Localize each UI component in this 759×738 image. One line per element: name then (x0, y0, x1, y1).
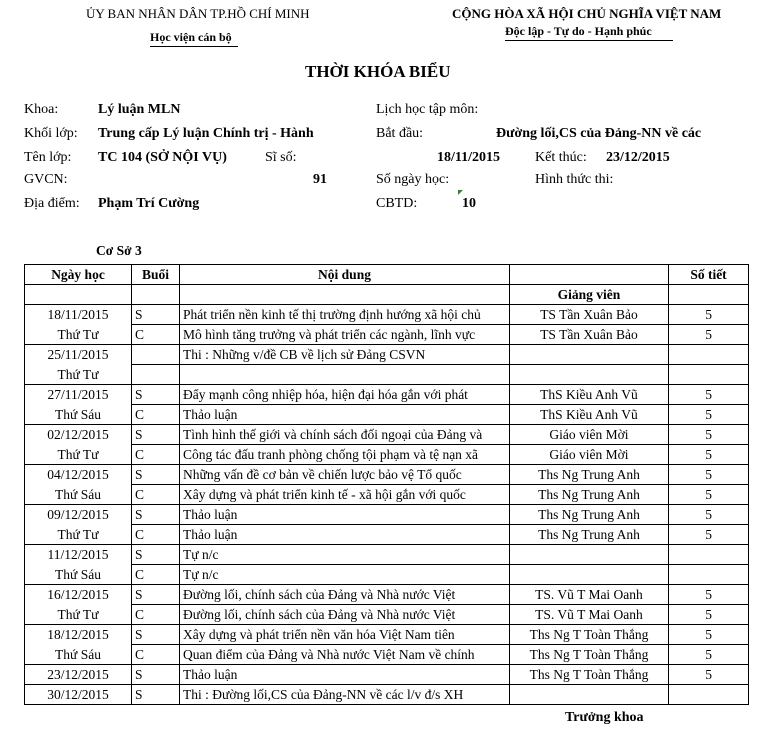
lecturer-cell (510, 685, 669, 705)
periods-cell (669, 365, 749, 385)
si-so-label: Sĩ số: (265, 150, 297, 165)
date-cell: 27/11/2015 (25, 385, 132, 405)
session-cell: C (132, 605, 180, 625)
page-title: THỜI KHÓA BIỂU (305, 62, 451, 81)
table-row (25, 665, 749, 685)
table-row (25, 685, 749, 705)
table-row (25, 405, 749, 425)
date-cell: Thứ Sáu (25, 405, 132, 425)
session-cell: S (132, 385, 180, 405)
content-cell: Thảo luận (180, 525, 510, 545)
table-row (25, 305, 749, 325)
content-cell: Phát triển nền kinh tế thị trường định hướng xã hội chủ (180, 305, 510, 325)
so-ngay-label: Số ngày học: (376, 172, 450, 187)
dia-diem-value: Phạm Trí Cường (98, 196, 200, 211)
cbtd-label: CBTD: (376, 196, 418, 211)
lecturer-cell: ThS Kiều Anh Vũ (510, 385, 669, 405)
lecturer-cell: Giáo viên Mời (510, 445, 669, 465)
date-cell: Thứ Sáu (25, 565, 132, 585)
table-row (25, 365, 749, 385)
table-row (25, 565, 749, 585)
gvcn-label: GVCN: (24, 172, 68, 187)
bat-dau-value: 18/11/2015 (437, 150, 501, 165)
periods-cell: 5 (669, 485, 749, 505)
date-cell: 02/12/2015 (25, 425, 132, 445)
periods-cell: 5 (669, 425, 749, 445)
content-cell: Đường lối, chính sách của Đảng và Nhà nước Việt (180, 585, 510, 605)
date-cell: 09/12/2015 (25, 505, 132, 525)
content-cell: Thi : Những v/đề CB về lịch sử Đảng CSVN (180, 345, 510, 365)
table-row (25, 505, 749, 525)
country-title: CỘNG HÒA XÃ HỘI CHỦ NGHĨA VIỆT NAM (452, 6, 722, 21)
content-cell: Tự n/c (180, 545, 510, 565)
lich-hoc-label: Lịch học tập môn: (376, 102, 479, 117)
lecturer-cell: ThS Kiều Anh Vũ (510, 405, 669, 425)
content-cell (180, 365, 510, 385)
periods-cell: 5 (669, 325, 749, 345)
session-cell (132, 365, 180, 385)
periods-cell (669, 345, 749, 365)
session-cell: C (132, 525, 180, 545)
content-cell: Những vấn đề cơ bản về chiến lược bảo vệ Tổ quốc (180, 465, 510, 485)
session-cell: S (132, 545, 180, 565)
lecturer-cell: Ths Ng Trung Anh (510, 465, 669, 485)
ket-thuc-label: Kết thúc: (535, 150, 587, 165)
table-row (25, 325, 749, 345)
lecturer-cell (510, 365, 669, 385)
lecturer-cell (510, 545, 669, 565)
table-subheader-row (25, 285, 749, 305)
date-cell: 25/11/2015 (25, 345, 132, 365)
khoi-label: Khối lớp: (24, 126, 78, 141)
date-cell: Thứ Sáu (25, 485, 132, 505)
periods-cell (669, 685, 749, 705)
table-header-row (25, 265, 749, 285)
content-cell: Quan điểm của Đảng và Nhà nước Việt Nam về chính (180, 645, 510, 665)
motto-underline (505, 40, 673, 41)
table-row (25, 385, 749, 405)
session-cell: C (132, 565, 180, 585)
periods-cell: 5 (669, 585, 749, 605)
header-noi-dung: Nội dung (180, 265, 510, 285)
date-cell: 18/11/2015 (25, 305, 132, 325)
content-cell: Thi : Đường lối,CS của Đảng-NN về các l/v đ/s XH (180, 685, 510, 705)
periods-cell (669, 545, 749, 565)
lecturer-cell: Ths Ng Trung Anh (510, 525, 669, 545)
khoa-value: Lý luận MLN (98, 102, 181, 117)
session-cell: C (132, 645, 180, 665)
date-cell: Thứ Tư (25, 525, 132, 545)
session-cell (132, 345, 180, 365)
date-cell: 04/12/2015 (25, 465, 132, 485)
session-cell: S (132, 585, 180, 605)
periods-cell: 5 (669, 605, 749, 625)
cell-comment-marker (458, 190, 463, 195)
table-row (25, 545, 749, 565)
periods-cell: 5 (669, 405, 749, 425)
content-cell: Xây dựng và phát triển kinh tế - xã hội gắn với quốc (180, 485, 510, 505)
header-blank (510, 265, 669, 285)
org-name: ỦY BAN NHÂN DÂN TP.HỒ CHÍ MINH (86, 6, 310, 21)
lecturer-cell (510, 345, 669, 365)
periods-cell: 5 (669, 525, 749, 545)
table-row (25, 525, 749, 545)
lecturer-cell: Ths Ng Trung Anh (510, 485, 669, 505)
session-cell: S (132, 425, 180, 445)
periods-cell: 5 (669, 625, 749, 645)
date-cell: 30/12/2015 (25, 685, 132, 705)
session-cell: S (132, 665, 180, 685)
table-row (25, 485, 749, 505)
periods-cell: 5 (669, 465, 749, 485)
mon-value: Đường lối,CS của Đảng-NN về các (496, 126, 702, 141)
date-cell: 16/12/2015 (25, 585, 132, 605)
hinh-thuc-label: Hình thức thi: (535, 172, 614, 187)
header-buoi: Buổi (132, 265, 180, 285)
header-ngay-hoc: Ngày học (25, 265, 132, 285)
content-cell: Đẩy mạnh công nhiệp hóa, hiện đại hóa gắn với phát (180, 385, 510, 405)
content-cell: Tự n/c (180, 565, 510, 585)
periods-cell: 5 (669, 305, 749, 325)
session-cell: C (132, 445, 180, 465)
content-cell: Công tác đấu tranh phòng chống tội phạm và tệ nạn xã (180, 445, 510, 465)
lecturer-cell: Ths Ng Trung Anh (510, 505, 669, 525)
khoi-value: Trung cấp Lý luận Chính trị - Hành (98, 126, 314, 141)
periods-cell (669, 565, 749, 585)
header-so-tiet: Số tiết (669, 265, 749, 285)
table-row (25, 645, 749, 665)
dia-diem-label: Địa điểm: (24, 196, 80, 211)
timetable (24, 264, 749, 705)
motto: Độc lập - Tự do - Hạnh phúc (505, 24, 652, 38)
session-cell: S (132, 685, 180, 705)
content-cell: Thảo luận (180, 665, 510, 685)
date-cell: 11/12/2015 (25, 545, 132, 565)
content-cell: Tình hình thế giới và chính sách đối ngoại của Đảng và (180, 425, 510, 445)
lecturer-cell: TS Tần Xuân Bảo (510, 325, 669, 345)
lecturer-cell: Giáo viên Mời (510, 425, 669, 445)
table-row (25, 425, 749, 445)
lecturer-cell: TS. Vũ T Mai Oanh (510, 585, 669, 605)
ten-lop-label: Tên lớp: (24, 150, 72, 165)
ket-thuc-value: 23/12/2015 (606, 150, 670, 165)
date-cell: 18/12/2015 (25, 625, 132, 645)
khoa-label: Khoa: (24, 102, 59, 117)
table-row (25, 625, 749, 645)
session-cell: C (132, 325, 180, 345)
campus-label: Cơ Sở 3 (96, 243, 142, 258)
header-giang-vien: Giảng viên (510, 285, 669, 305)
session-cell: C (132, 405, 180, 425)
content-cell: Xây dựng và phát triển nền văn hóa Việt Nam tiên (180, 625, 510, 645)
date-cell: 23/12/2015 (25, 665, 132, 685)
content-cell: Mô hình tăng trưởng và phát triển các ngành, lĩnh vực (180, 325, 510, 345)
session-cell: S (132, 625, 180, 645)
session-cell: S (132, 305, 180, 325)
ten-lop-value: TC 104 (SỞ NỘI VỤ) (98, 150, 227, 165)
lecturer-cell (510, 565, 669, 585)
table-row (25, 345, 749, 365)
date-cell: Thứ Sáu (25, 645, 132, 665)
institute-underline (150, 46, 238, 47)
date-cell: Thứ Tư (25, 605, 132, 625)
si-so-value: 91 (313, 172, 327, 187)
table-row (25, 605, 749, 625)
table-row (25, 585, 749, 605)
lecturer-cell: Ths Ng T Toàn Thắng (510, 625, 669, 645)
institute-name: Học viện cán bộ (150, 30, 232, 44)
bat-dau-label: Bắt đầu: (376, 126, 424, 141)
lecturer-cell: TS. Vũ T Mai Oanh (510, 605, 669, 625)
periods-cell: 5 (669, 385, 749, 405)
content-cell: Thảo luận (180, 505, 510, 525)
table-row (25, 445, 749, 465)
session-cell: S (132, 505, 180, 525)
lecturer-cell: TS Tần Xuân Bảo (510, 305, 669, 325)
content-cell: Thảo luận (180, 405, 510, 425)
date-cell: Thứ Tư (25, 365, 132, 385)
cbtd-value: 10 (462, 196, 476, 211)
date-cell: Thứ Tư (25, 445, 132, 465)
periods-cell: 5 (669, 445, 749, 465)
content-cell: Đường lối, chính sách của Đảng và Nhà nước Việt (180, 605, 510, 625)
table-row (25, 465, 749, 485)
lecturer-cell: Ths Ng T Toàn Thắng (510, 665, 669, 685)
session-cell: S (132, 465, 180, 485)
periods-cell: 5 (669, 665, 749, 685)
date-cell: Thứ Tư (25, 325, 132, 345)
periods-cell: 5 (669, 505, 749, 525)
truong-khoa-signature: Trưởng khoa (565, 710, 644, 725)
session-cell: C (132, 485, 180, 505)
periods-cell: 5 (669, 645, 749, 665)
lecturer-cell: Ths Ng T Toàn Thắng (510, 645, 669, 665)
